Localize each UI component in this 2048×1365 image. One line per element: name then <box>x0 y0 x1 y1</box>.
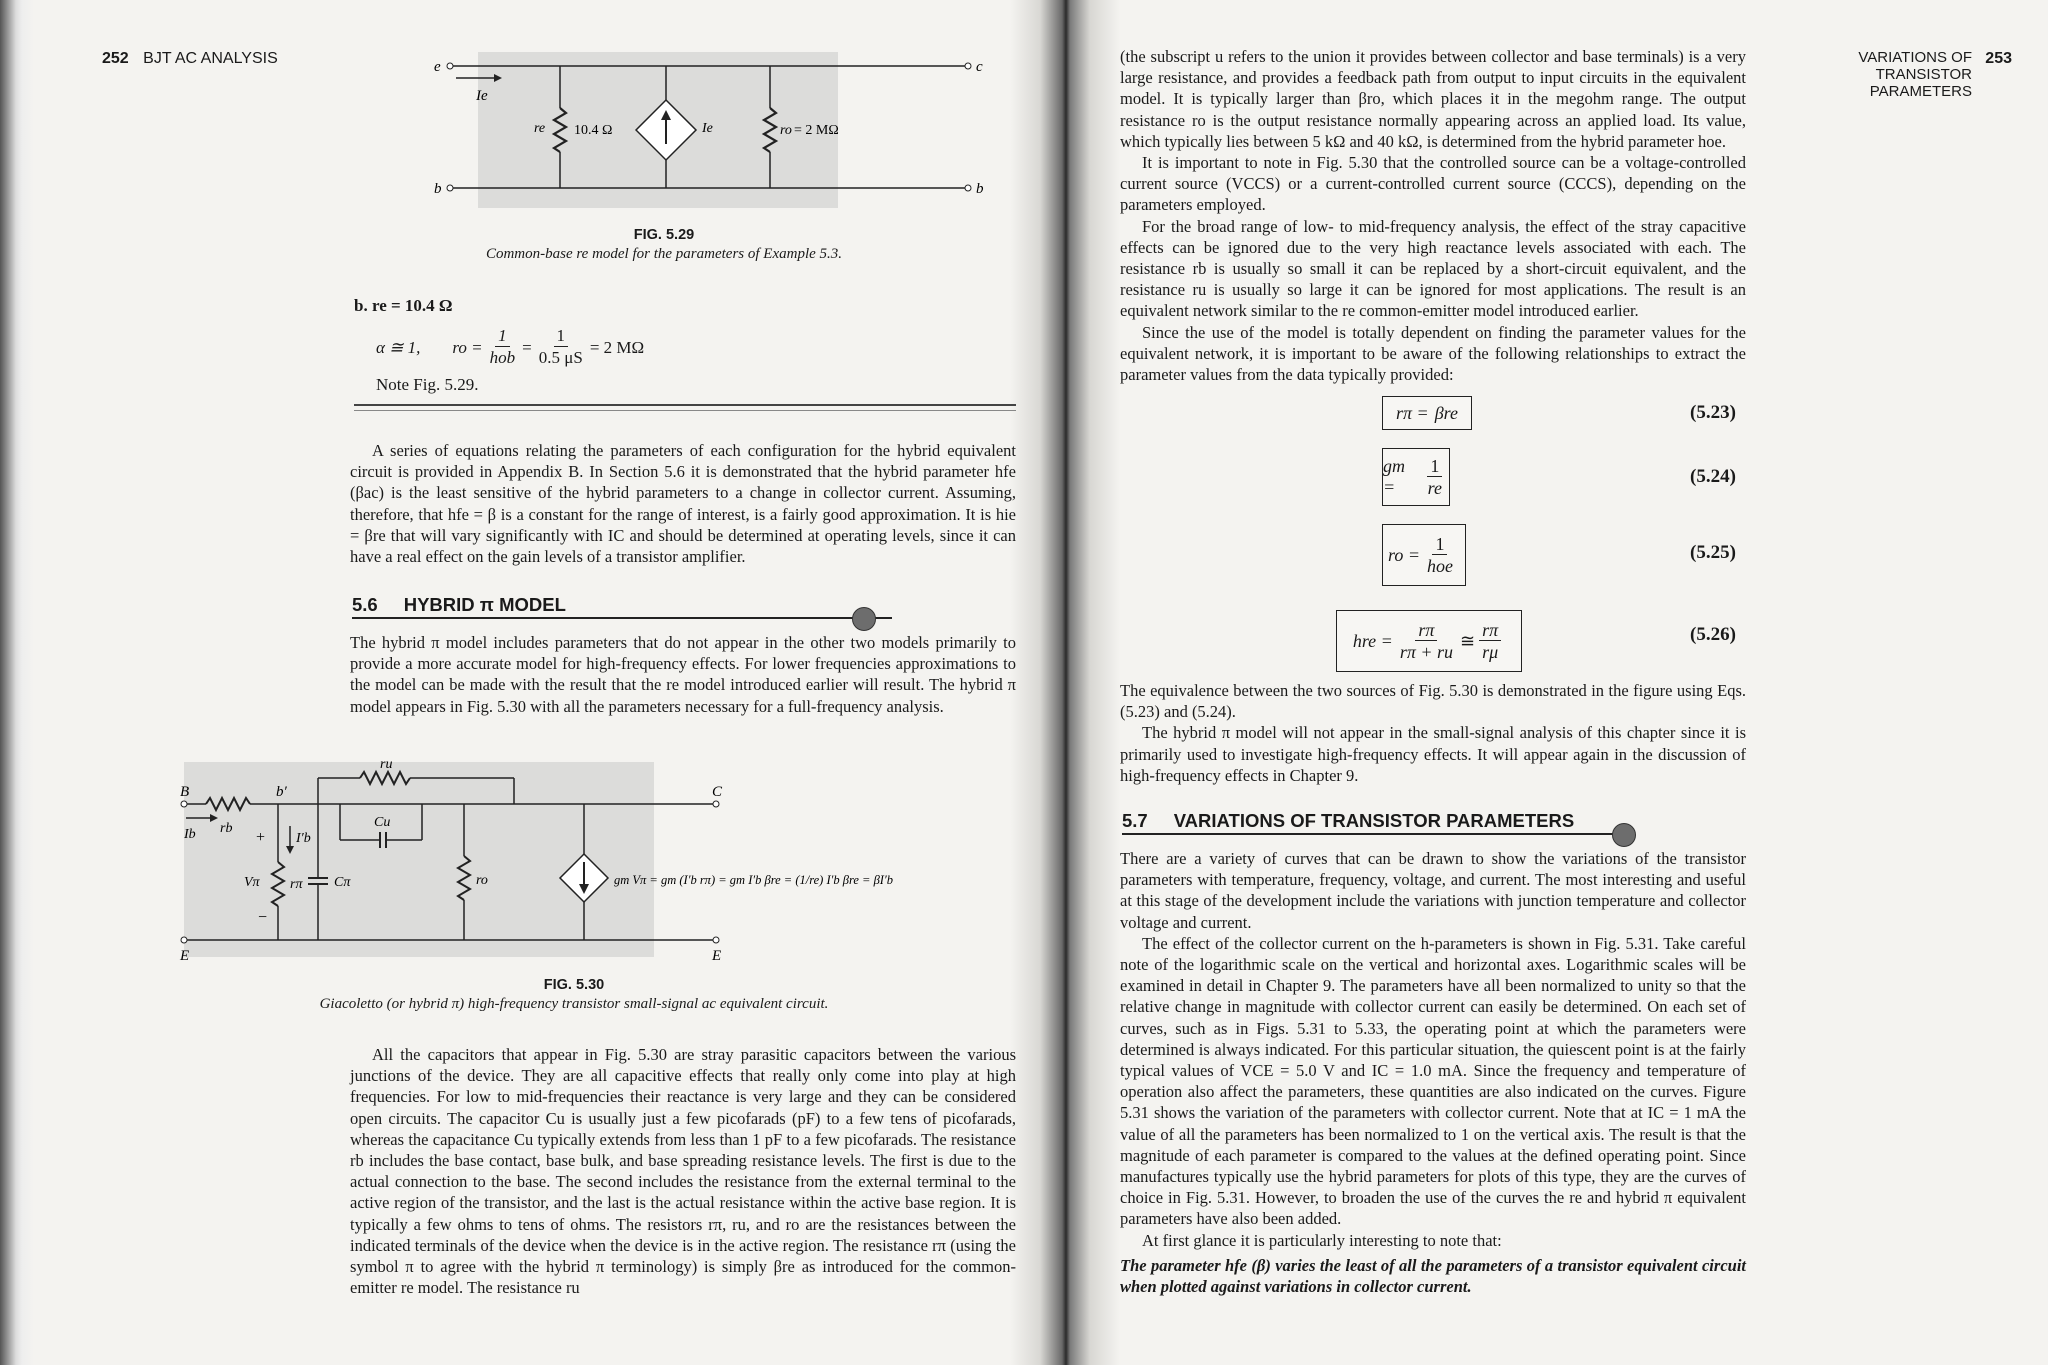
alpha-approx: α ≅ 1, <box>376 337 421 357</box>
page-number-right: 253 <box>1985 50 2012 67</box>
fraction-1-over-05us: $\frac{1}{0.5 \mu S}$ <box>538 326 583 367</box>
fig-5-30-caption-text: Giacoletto (or hybrid π) high-frequency transistor small-signal ac equivalent circuit. <box>319 996 829 1012</box>
section-5-7-marker-icon <box>1612 823 1636 847</box>
node-bprime-label: b′ <box>276 784 287 800</box>
section-number: 5.6 <box>352 594 378 615</box>
section-5-7-heading <box>1122 810 1574 832</box>
node-C-label: C <box>712 784 723 800</box>
equation-5-26-number: (5.26) <box>1690 624 1736 645</box>
paragraph-capacitors: All the capacitors that appear in Fig. 5.30 are stray parasitic capacitors between the various junctions of the device. They are all capacitive effects that really only come into play at high frequencies. For low to mid-frequencies their reactance is very large and they can be considered open circuits. The capacitor Cu is usually just a few picofarads (pF) to a few tens of picofarads, whereas the capacitance Cu typically extends from less than 1 pF to a few picofarads. The resistance rb includes the base contact, base bulk, and base spreading resistance levels. The first is due to the actual connection to the base. The second includes the resistance from the external terminal to the active region of the transistor, and the last is the actual resistance within the active base region. It is typically a few ohms to tens of ohms. The resistors rπ, ru, and ro are the resistances between the indicated terminals of the device when the device is in the active region. The resistance rπ (using the symbol π to agree with the hybrid π terminology) is simply βre as introduced for the common-emitter re model. The resistance ru <box>350 1045 1016 1298</box>
re-value: 10.4 Ω <box>574 123 613 138</box>
ro-label-5-30: ro <box>476 873 488 888</box>
node-e-label: e <box>434 59 441 75</box>
left-page-folio <box>102 50 278 68</box>
rpi-label: rπ <box>290 877 303 892</box>
fig-5-29-caption-text: Common-base re model for the parameters of Example 5.3. <box>485 246 843 262</box>
eq-5-26-fraction-1: $\frac{r\pi}{r\pi + ru}$ <box>1399 619 1454 662</box>
equation-5-23-number: (5.23) <box>1690 402 1736 423</box>
example-equation: α ≅ 1, ro = $\frac{1}{\text{hob}}$ = $\frac{1}{0.5 \mu S}$ = 2 MΩ <box>376 326 645 367</box>
right-page-top-text <box>1120 46 1746 385</box>
paragraph-hybrid-not-used: The hybrid π model will not appear in the small-signal analysis of this chapter since it is primarily used to investigate high-frequency effects. It will appear again in the discussion of high-frequency effects in Chapter 9. <box>1120 723 1746 785</box>
node-B-label: B <box>180 784 190 800</box>
ru-label: ru <box>380 757 393 772</box>
running-head-line-1: VARIATIONS OF <box>1858 49 1972 66</box>
fig-5-30-circuit <box>180 757 974 967</box>
fig-5-29-circuit <box>414 52 984 217</box>
eq-5-26-approx: ≅ <box>1460 630 1476 651</box>
right-page-folio <box>1858 49 2012 100</box>
paragraph-hybrid-pi: The hybrid π model includes parameters that do not appear in the other two models primarily to provide a more accurate model for high-frequency effects. For lower frequencies approximations to the model can be made with the result that the re model introduced earlier will result. The hybrid π model appears in Fig. 5.30 with all the parameters necessary for a full-frequency analysis. <box>350 633 1016 716</box>
right-page-middle-text <box>1120 680 1746 786</box>
left-page <box>34 0 1016 1365</box>
example-solution <box>354 296 644 395</box>
section-number-5-7: 5.7 <box>1122 810 1148 831</box>
fraction-1-over-hob: $\frac{1}{\text{hob}}$ <box>489 326 516 367</box>
re-label: re <box>534 121 546 136</box>
equation-5-23-box <box>1382 396 1472 430</box>
minus-sign: − <box>258 909 268 926</box>
equation-5-26-box <box>1336 610 1522 672</box>
section-5-7-rule <box>1122 833 1626 835</box>
ro-value: = 2 MΩ <box>794 123 839 138</box>
section-5-6-heading <box>352 594 566 616</box>
section-5-6-rule <box>352 617 892 619</box>
source-current-label: Ie <box>702 121 713 136</box>
eq-5-25-fraction: $\frac{1}{\text{hoe}}$ <box>1426 533 1453 576</box>
equation-5-24-number: (5.24) <box>1690 466 1736 487</box>
paragraph-vccs: It is important to note in Fig. 5.30 that the controlled source can be a voltage-controlled current source (VCCS) or a current-controlled current source (CCCS), depending on the parameters employed. <box>1120 153 1746 215</box>
fig-5-30-caption <box>214 976 934 1014</box>
left-binding-edge <box>0 0 34 1365</box>
example-line-b: b. re = 10.4 Ω <box>354 296 453 315</box>
example-note: Note Fig. 5.29. <box>376 375 479 394</box>
eq-5-25-lhs: ro = <box>1388 544 1420 565</box>
Cu-label: Cu <box>374 815 391 830</box>
node-b-right-label: b <box>976 181 984 197</box>
paragraph-collector-current-effect: The effect of the collector current on the h-parameters is shown in Fig. 5.31. Take careful note of the logarithmic scale on the vertical and horizontal axes. Logarithmic scales will be examined in detail in Chapter 9. The parameters have all been normalized to unity so that the relative change in magnitude with collector current can easily be determined. On each set of curves, such as in Figs. 5.31 to 5.33, the operating point at which the parameters were determined is always indicated. For this particular situation, the quiescent point is at the fairly typical values of VCE = 5.0 V and IC = 1.0 mA. Since the frequency and temperature of operation also affect the parameters, these quantities are also indicated on the curves. Figure 5.31 shows the variation of the parameters with collector current. Note that at IC = 1 mA the value of all the parameters has been normalized to 1 on the vertical axis. The result is that the magnitude of each parameter is compared to the values at the defined operating point. Since manufactures typically use the hybrid parameters for plots of this type, they are the curves of choice in Fig. 5.31. However, to broaden the use of the curves the re and hybrid π equivalent parameters have also been added. <box>1120 933 1746 1229</box>
page-number: 252 <box>102 50 129 67</box>
emphasis-statement: The parameter hfe (β) varies the least of all the parameters of a transistor equivalent circuit when plotted against variations in collector current. <box>1120 1255 1746 1297</box>
eq-5-26-fraction-2: $\frac{r\pi}{r\mu}$ <box>1479 620 1501 663</box>
section-5-6-marker-icon <box>852 607 876 631</box>
example-result: = 2 MΩ <box>589 337 645 357</box>
eq-5-24-lhs: gm = <box>1383 456 1405 497</box>
running-head-line-2: TRANSISTOR <box>1875 66 1972 83</box>
paragraph-hybrid-equations: A series of equations relating the parameters of each configuration for the hybrid equivalent circuit is provided in Appendix B. In Section 5.6 it is demonstrated that the hybrid parameter hfe (βac) is the least sensitive of the hybrid parameters to a change in collector current. Assuming, therefore, that hfe = β is a constant for the range of interest, is a fairly good approximation. It is hie = βre that will vary significantly with IC and should be determined at operating levels, since it can have a real effect on the gain levels of a transistor amplifier. <box>350 441 1016 567</box>
node-E-right-label: E <box>712 948 722 964</box>
paragraph-first-glance: At first glance it is particularly interesting to note that: <box>1142 1230 1502 1250</box>
example-end-rule <box>354 404 1016 411</box>
right-page-bottom-text <box>1120 848 1746 1297</box>
fig-5-30-label: FIG. 5.30 <box>543 977 605 993</box>
running-head-line-3: PARAMETERS <box>1869 83 1972 100</box>
Ib-prime-label: I′b <box>296 831 311 846</box>
eq-5-24-fraction: $\frac{1}{re}$ <box>1427 455 1442 498</box>
ro-label: ro <box>780 123 792 138</box>
Cpi-label: Cπ <box>334 875 351 890</box>
running-head: BJT AC ANALYSIS <box>143 50 278 67</box>
input-current-label: Ie <box>476 88 488 104</box>
paragraph-equivalence: The equivalence between the two sources of Fig. 5.30 is demonstrated in the figure using Eqs. (5.23) and (5.24). <box>1120 681 1746 722</box>
eq-5-26-lhs: hre = <box>1352 630 1393 651</box>
rb-label: rb <box>220 821 233 836</box>
paragraph-variety-of-curves: There are a variety of curves that can be drawn to show the variations of the transistor parameters with temperature, frequency, voltage, and current. The most interesting and useful at this stage of the development include the variations with junction temperature and collector voltage and current. <box>1120 849 1746 932</box>
section-title-5-7: VARIATIONS OF TRANSISTOR PARAMETERS <box>1173 810 1575 831</box>
section-title: HYBRID π MODEL <box>403 594 566 615</box>
paragraph-broad-range: For the broad range of low- to mid-frequency analysis, the effect of the stray capacitive effects can be ignored due to the very high reactance levels associated with each. The resistance rb is usually so small it can be replaced by a short-circuit equivalent, and the resistance ru is usually so large it can be ignored for most applications. The result is an equivalent network similar to the re common-emitter model introduced earlier. <box>1120 216 1746 321</box>
node-c-label: c <box>976 59 983 75</box>
paragraph-union: (the subscript u refers to the union it provides between collector and base terminals) is a very large resistance, and provides a feedback path from output to input circuits in the equivalent model. It is typically larger than βro, which places it in the megohm range. The output resistance ro is the output resistance normally appearing across an applied load. Its value, which typically lies between 5 kΩ and 40 kΩ, is determined from the hybrid parameter hoe. <box>1120 47 1746 151</box>
ro-equals: ro = <box>452 337 483 357</box>
plus-sign: + <box>256 829 266 846</box>
Vpi-label: Vπ <box>244 875 260 890</box>
right-page <box>1120 0 2048 1365</box>
fig-5-29-caption <box>334 226 994 264</box>
equation-5-25-number: (5.25) <box>1690 542 1736 563</box>
node-b-left-label: b <box>434 181 442 197</box>
center-gutter <box>1010 0 1120 1365</box>
equation-5-24-box <box>1382 448 1450 506</box>
paragraph-since: Since the use of the model is totally dependent on finding the parameter values for the equivalent network, it is important to be aware of the following relationships to extract the parameter values from the data typically provided: <box>1120 322 1746 385</box>
node-E-left-label: E <box>180 948 190 964</box>
eq-5-23-lhs: rπ = <box>1396 402 1429 423</box>
Ib-label: Ib <box>184 827 196 842</box>
eq-5-23-rhs: βre <box>1434 402 1458 423</box>
equation-5-25-box <box>1382 524 1466 586</box>
dependent-source-expression: gm Vπ = gm (I′b rπ) = gm I′b βre = (1/re) I′b βre = βI′b <box>614 873 893 887</box>
fig-5-29-label: FIG. 5.29 <box>633 227 695 243</box>
